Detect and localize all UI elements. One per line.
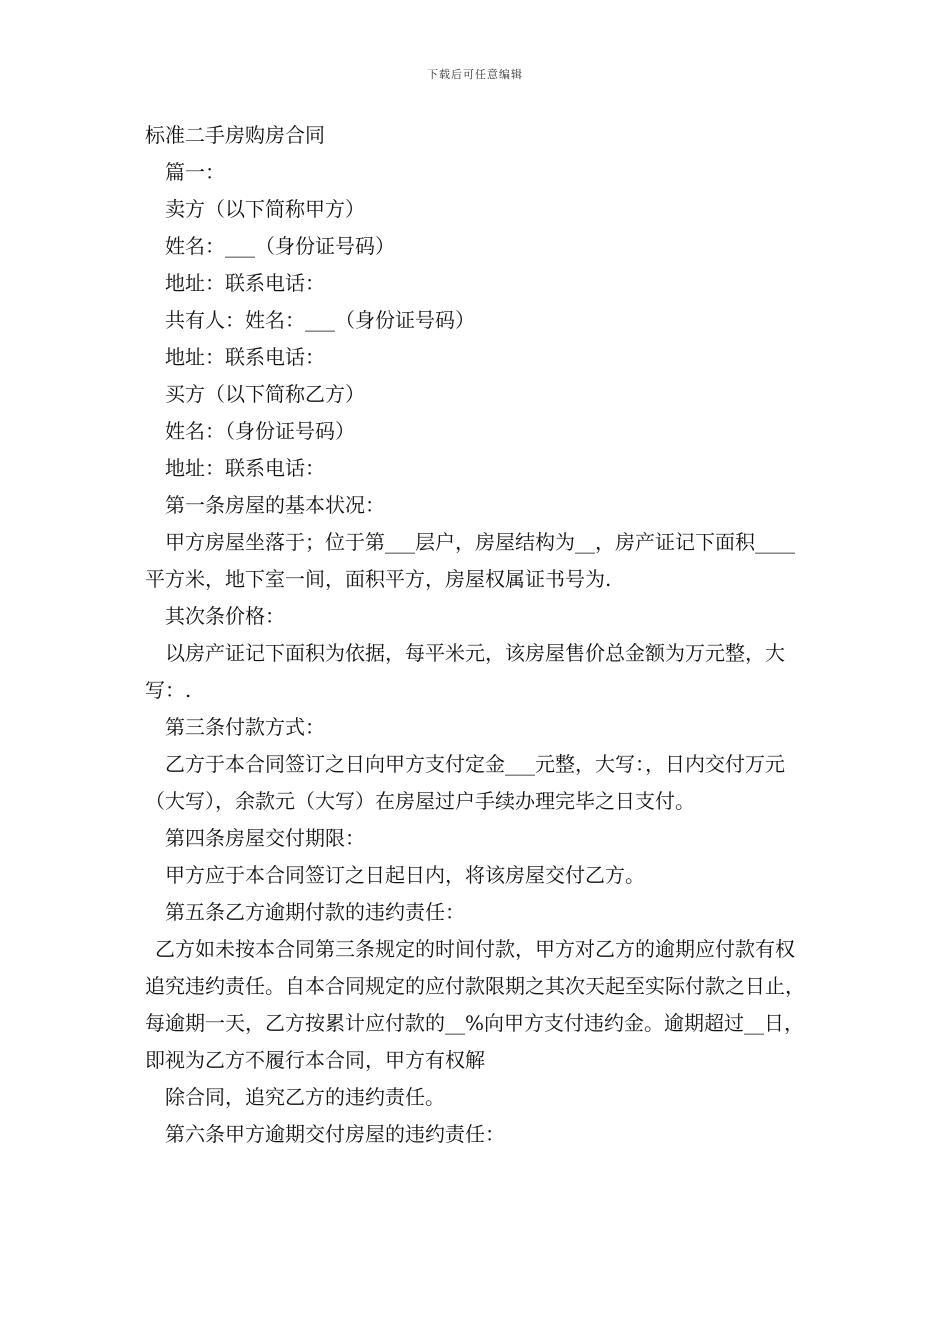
section-label: 篇一：	[165, 160, 225, 184]
article-5-body-continued: 除合同，追究乙方的违约责任。	[165, 1085, 445, 1109]
article-5-heading: 第五条乙方逾期付款的违约责任：	[165, 900, 465, 924]
article-6-heading: 第六条甲方逾期交付房屋的违约责任：	[165, 1122, 505, 1146]
buyer-name-line: 姓名：（身份证号码）	[165, 419, 355, 443]
article-4-heading: 第四条房屋交付期限：	[165, 826, 365, 850]
seller-name-line: 姓名：___（身份证号码）	[165, 234, 395, 258]
article-1-heading: 第一条房屋的基本状况：	[165, 493, 385, 517]
seller-heading: 卖方（以下简称甲方）	[165, 197, 365, 221]
article-3-body: 乙方于本合同签订之日向甲方支付定金___元整，大写：，日内交付万元（大写），余款元（大写）在房屋过户手续办理完毕之日支付。	[145, 752, 785, 813]
article-4-body: 甲方应于本合同签订之日起日内，将该房屋交付乙方。	[165, 863, 645, 887]
article-5-body: 乙方如未按本合同第三条规定的时间付款，甲方对乙方的逾期应付款有权追究违约责任。自本合同规定的应付款限期之其次天起至实际付款之日止，每逾期一天，乙方按累计应付款的__%向甲方支付违约金。逾期超过__日，即视为乙方不履行本合同，甲方有权解	[145, 937, 805, 1072]
buyer-heading: 买方（以下简称乙方）	[165, 382, 365, 406]
document-title: 标准二手房购房合同	[145, 123, 325, 147]
article-1-body: 甲方房屋坐落于；位于第___层户，房屋结构为__，房产证记下面积____平方米，地下室一间，面积平方，房屋权属证书号为.	[145, 530, 795, 591]
header-note: 下载后可任意编辑	[427, 68, 523, 81]
article-2-body: 以房产证记下面积为依据，每平米元，该房屋售价总金额为万元整，大写：.	[145, 641, 785, 702]
article-2-heading: 其次条价格：	[165, 604, 285, 628]
co-owner-name-line: 共有人：姓名：___（身份证号码）	[165, 308, 475, 332]
article-3-heading: 第三条付款方式：	[165, 715, 325, 739]
seller-address-line: 地址：联系电话：	[165, 271, 325, 295]
contract-document	[145, 117, 810, 1153]
co-owner-address-line: 地址：联系电话：	[165, 345, 325, 369]
buyer-address-line: 地址：联系电话：	[165, 456, 325, 480]
